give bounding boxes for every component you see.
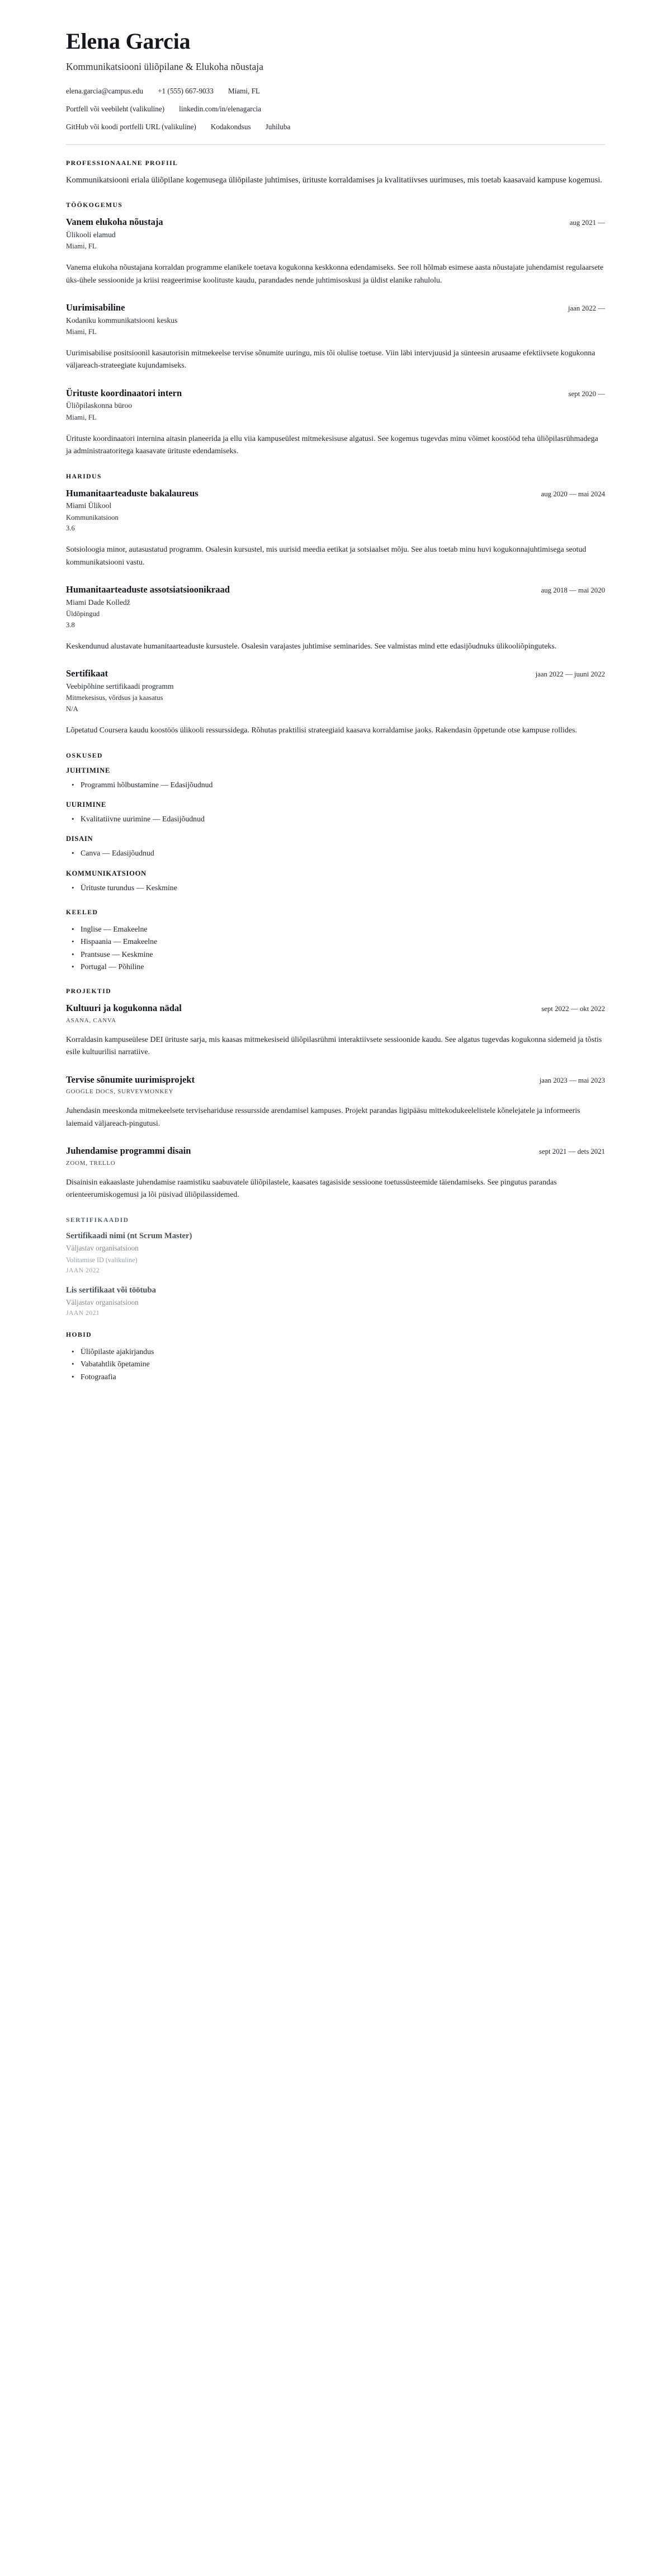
job-date: sept 2020 — bbox=[568, 389, 605, 398]
job-date: aug 2021 — bbox=[569, 219, 605, 227]
project-name: Juhendamise programmi disain bbox=[66, 1145, 191, 1157]
gpa-value: 3.6 bbox=[66, 524, 75, 533]
education-description: Lõpetatud Coursera kaudu koostöös ülikooli ressurssidega. Rõhutas praktilisi strateegiaid kaasava korraldamise jaoks. Rakendasin õppetunde otse kampuse rollides. bbox=[66, 726, 577, 735]
project-tools: GOOGLE DOCS, SURVEYMONKEY bbox=[66, 1088, 174, 1096]
certificate-entry bbox=[66, 1231, 605, 1274]
hobby-item: • Fotograafia bbox=[79, 1371, 605, 1383]
experience-entry bbox=[66, 216, 605, 287]
section-title-hobbies: HOBID bbox=[66, 1331, 92, 1339]
degree-title: Humanitaarteaduste bakalaureus bbox=[66, 487, 199, 499]
job-title: Vanem elukoha nõustaja bbox=[66, 217, 163, 228]
resume-header bbox=[66, 29, 605, 145]
contact-item[interactable]: elena.garcia@campus.edu bbox=[66, 87, 144, 96]
contact-row bbox=[66, 121, 605, 133]
skill-items bbox=[66, 813, 605, 825]
skill-group bbox=[66, 835, 605, 859]
job-organization: Üliõpilaskonna büroo bbox=[66, 401, 133, 410]
school-name: Veebipõhine sertifikaadi programm bbox=[66, 681, 174, 690]
job-location: Miami, FL bbox=[66, 413, 97, 421]
gpa-value: N/A bbox=[66, 705, 78, 713]
entry-header bbox=[66, 487, 605, 499]
project-entry bbox=[66, 1145, 605, 1201]
section-skills bbox=[66, 752, 605, 894]
skill-items bbox=[66, 779, 605, 791]
candidate-headline: Kommunikatsiooni üliõpilane & Elukoha nõustaja bbox=[66, 60, 263, 72]
job-organization: Kodaniku kommunikatsiooni keskus bbox=[66, 316, 178, 325]
section-title-languages: KEELED bbox=[66, 908, 98, 916]
contact-item[interactable]: linkedin.com/in/elenagarcia bbox=[179, 105, 261, 114]
education-description: Keskendunud alustavate humanitaarteaduste kursustele. Osalesin varajastes juhtimise seminarides. See valmistas mind ette edasijõudnuks ülikooliõpinguteks. bbox=[66, 642, 557, 651]
certificate-entry bbox=[66, 1285, 605, 1317]
job-date: jaan 2022 — bbox=[568, 304, 605, 313]
entry-header bbox=[66, 1074, 605, 1085]
certificate-date: JAAN 2022 bbox=[66, 1266, 100, 1274]
contact-item[interactable]: GitHub või koodi portfelli URL (valikuline) bbox=[66, 123, 196, 131]
skill-items bbox=[66, 847, 605, 859]
school-name: Miami Ülikool bbox=[66, 501, 112, 510]
skill-item: • Ürituste turundus — Keskmine bbox=[79, 882, 605, 894]
projects-list bbox=[66, 1002, 605, 1201]
section-title-certificates: SERTIFIKAADID bbox=[66, 1216, 129, 1224]
school-name: Miami Dade Kolledž bbox=[66, 598, 130, 607]
contact-row bbox=[66, 86, 605, 97]
skill-item: • Canva — Edasijõudnud bbox=[79, 847, 605, 859]
degree-date: aug 2020 — mai 2024 bbox=[541, 490, 605, 498]
section-title-skills: OSKUSED bbox=[66, 751, 103, 759]
certificate-name: Sertifikaadi nimi (nt Scrum Master) bbox=[66, 1231, 192, 1240]
degree-title: Humanitaarteaduste assotsiatsioonikraad bbox=[66, 584, 230, 595]
contact-item[interactable]: Portfell või veebileht (valikuline) bbox=[66, 105, 165, 114]
skill-item: • Programmi hõlbustamine — Edasijõudnud bbox=[79, 779, 605, 791]
section-title-profile: PROFESSIONAALNE PROFIIL bbox=[66, 159, 178, 167]
degree-date: aug 2018 — mai 2020 bbox=[541, 586, 605, 595]
contact-item[interactable]: Kodakondsus bbox=[210, 123, 251, 131]
section-experience bbox=[66, 201, 605, 458]
skills-list bbox=[66, 767, 605, 894]
contact-row bbox=[66, 104, 605, 115]
job-location: Miami, FL bbox=[66, 242, 97, 251]
section-education bbox=[66, 473, 605, 737]
job-description: Uurimisabilise positsioonil kasautorisin mitmekeelse tervise sõnumite uuringu, mis tõi olulise toetuse. Viin läbi intervjuusid ja sünteesin arusaame efektiivsete kogukonna väljareach-strateegiate kujundamiseks. bbox=[66, 349, 596, 370]
project-date: sept 2021 — dets 2021 bbox=[538, 1148, 605, 1156]
project-description: Juhendasin meeskonda mitmekeelsete tervisehariduse ressursside arendamisel kampuses. Projekt parandas ligipääsu mittekodukeelelistele kõnelejatele ja informeeris laiemaid väljareach-pingutusi. bbox=[66, 1107, 580, 1128]
education-entry bbox=[66, 487, 605, 570]
skill-item: • Kvalitatiivne uurimine — Edasijõudnud bbox=[79, 813, 605, 825]
skill-group-title: JUHTIMINE bbox=[66, 766, 111, 774]
job-title: Ürituste koordinaatori intern bbox=[66, 387, 182, 398]
skill-group-title: KOMMUNIKATSIOON bbox=[66, 869, 147, 877]
experience-list bbox=[66, 216, 605, 458]
field-of-study: Kommunikatsioon bbox=[66, 513, 119, 521]
job-description: Ürituste koordinaatori internina aitasin planeerida ja ellu viia kampuseülest mitmekesisuse algatusi. See kogemus tugevdas minu võimet koostööd teha üliõpilasrühmadega ja administraatoritega kaasavate ürituste edendamiseks. bbox=[66, 434, 598, 456]
project-entry bbox=[66, 1002, 605, 1059]
certificate-issuer: Väljastav organisatsioon bbox=[66, 1244, 139, 1253]
project-tools: ZOOM, TRELLO bbox=[66, 1159, 116, 1167]
project-name: Tervise sõnumite uurimisprojekt bbox=[66, 1074, 195, 1085]
project-date: sept 2022 — okt 2022 bbox=[541, 1005, 605, 1013]
language-item: • Portugal — Põhiline bbox=[79, 961, 605, 973]
project-entry bbox=[66, 1074, 605, 1130]
project-description: Korraldasin kampuseülese DEI ürituste sarja, mis kaasas mitmekesiseid üliõpilasrühmi interaktiivsete sessioonide kaudu. See algatus tugevdas kogukonna sidemeid ja tõstis esile kultuurilisi narratiive. bbox=[66, 1035, 602, 1057]
skill-group-title: UURIMINE bbox=[66, 800, 107, 808]
education-entry bbox=[66, 584, 605, 653]
project-description: Disainisin eakaaslaste juhendamise raamistiku saabuvatele üliõpilastele, kaasates tagasiside sessioone toetussüsteemide täiendamiseks. See pingutus parandas orienteerumiskogemusi ja lõi püsivad üliõpilassidemed. bbox=[66, 1178, 557, 1200]
education-list bbox=[66, 487, 605, 737]
language-item: • Hispaania — Emakeelne bbox=[79, 936, 605, 948]
skill-group-title: DISAIN bbox=[66, 835, 93, 843]
education-entry bbox=[66, 667, 605, 737]
project-name: Kultuuri ja kogukonna nädal bbox=[66, 1003, 182, 1014]
entry-header bbox=[66, 1145, 605, 1157]
certificate-name: Lis sertifikaat või töötuba bbox=[66, 1285, 156, 1295]
contact-item[interactable]: Miami, FL bbox=[228, 87, 260, 96]
job-organization: Ülikooli elamud bbox=[66, 230, 116, 239]
section-projects bbox=[66, 988, 605, 1201]
degree-date: jaan 2022 — juuni 2022 bbox=[535, 670, 605, 679]
language-item: • Inglise — Emakeelne bbox=[79, 923, 605, 936]
hobby-item: • Üliõpilaste ajakirjandus bbox=[79, 1346, 605, 1358]
skill-group bbox=[66, 801, 605, 825]
project-tools: ASANA, CANVA bbox=[66, 1017, 116, 1024]
experience-entry bbox=[66, 387, 605, 458]
section-profile bbox=[66, 159, 605, 187]
entry-header bbox=[66, 387, 605, 399]
certificate-date: JAAN 2021 bbox=[66, 1309, 100, 1317]
section-title-education: HARIDUS bbox=[66, 472, 102, 480]
job-title: Uurimisabiline bbox=[66, 302, 125, 313]
header-divider bbox=[66, 144, 605, 145]
skill-group bbox=[66, 869, 605, 894]
contact-item[interactable]: +1 (555) 667-9033 bbox=[158, 87, 214, 96]
entry-header bbox=[66, 584, 605, 595]
entry-header bbox=[66, 302, 605, 313]
entry-header bbox=[66, 216, 605, 228]
field-of-study: Mitmekesisus, võrdsus ja kaasatus bbox=[66, 694, 163, 702]
language-item: • Prantsuse — Keskmine bbox=[79, 948, 605, 961]
hobbies-list bbox=[66, 1346, 605, 1383]
gpa-value: 3.8 bbox=[66, 621, 75, 629]
project-date: jaan 2023 — mai 2023 bbox=[539, 1076, 605, 1084]
section-hobbies bbox=[66, 1331, 605, 1383]
contact-item[interactable]: Juhiluba bbox=[265, 123, 291, 131]
hobby-item: • Vabatahtlik õpetamine bbox=[79, 1358, 605, 1370]
section-certificates bbox=[66, 1216, 605, 1317]
degree-title: Sertifikaat bbox=[66, 668, 108, 679]
section-title-experience: TÖÖKOGEMUS bbox=[66, 201, 123, 209]
profile-text: Kommunikatsiooni eriala üliõpilane kogemusega üliõpilaste juhtimises, ürituste korraldamises ja kvalitatiivses uurimuses, mis toetab kaasavaid kampuse kogemusi. bbox=[66, 175, 602, 185]
education-description: Sotsioloogia minor, autasustatud programm. Osalesin kursustel, mis uurisid meedia eetikat ja sotsiaalset mõju. See alus toetab minu huvi kogukonnajuhtimisega seotud kommunikatsiooni vastu. bbox=[66, 546, 587, 567]
section-languages bbox=[66, 909, 605, 973]
entry-header bbox=[66, 1002, 605, 1014]
field-of-study: Üldõpingud bbox=[66, 610, 100, 618]
entry-header bbox=[66, 667, 605, 679]
languages-list bbox=[66, 923, 605, 973]
candidate-name: Elena Garcia bbox=[66, 29, 191, 54]
experience-entry bbox=[66, 302, 605, 373]
skill-items bbox=[66, 882, 605, 894]
job-description: Vanema elukoha nõustajana korraldan programme elanikele toetava kogukonna keskkonna edendamiseks. See roll hõlmab esimese aasta nõustajate juhendamist regulaarsete üks-ühele sessioonide ja kriisi reageerimise koolituste kaudu, parandades nende juhtimisoskusi ja üldist elanike rahulolu. bbox=[66, 264, 604, 285]
certificate-issuer: Väljastav organisatsioon bbox=[66, 1298, 139, 1307]
job-location: Miami, FL bbox=[66, 328, 97, 336]
section-title-projects: PROJEKTID bbox=[66, 988, 112, 995]
certificates-list bbox=[66, 1231, 605, 1317]
skill-group bbox=[66, 767, 605, 791]
certificate-credential-id: Volitamise ID (valikuline) bbox=[66, 1256, 138, 1265]
contact-block bbox=[66, 86, 605, 132]
